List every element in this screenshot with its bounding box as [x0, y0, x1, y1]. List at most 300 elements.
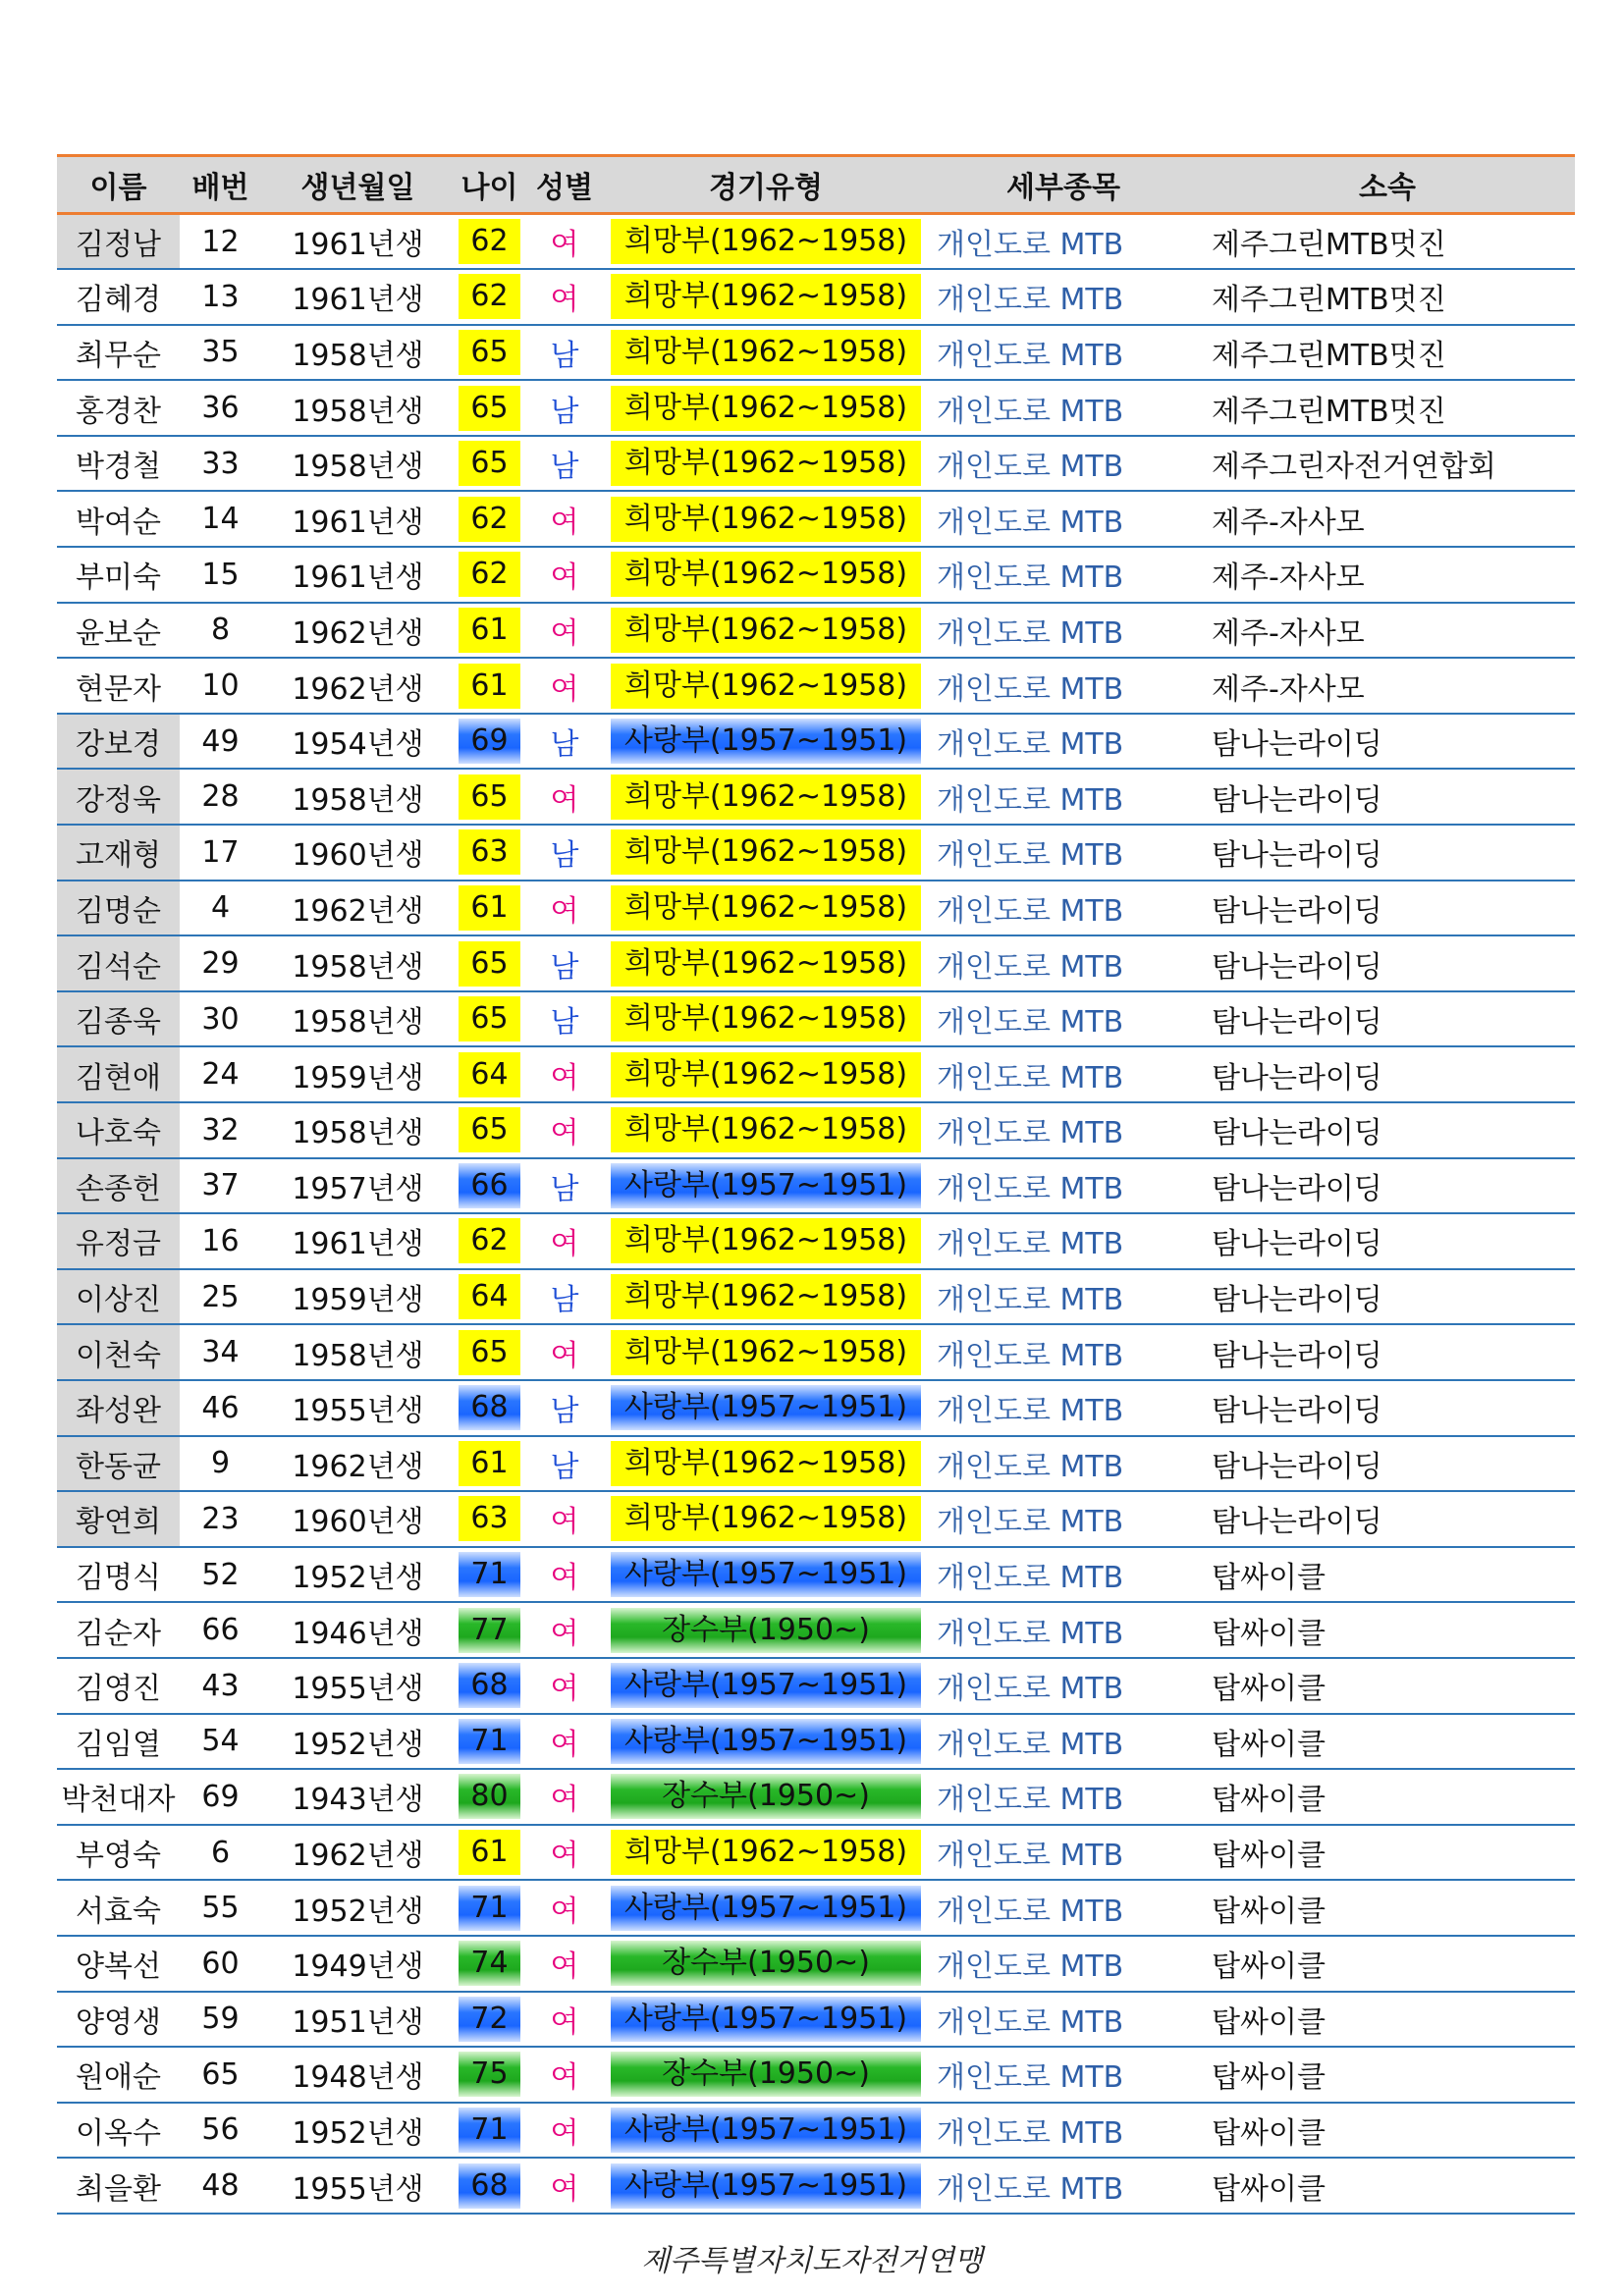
cell-age-value: 65 [459, 330, 520, 375]
cell-team: 탐나는라이딩 [1212, 949, 1382, 985]
cell-bib: 6 [210, 1835, 231, 1870]
cell-division [605, 881, 927, 936]
table-row [57, 1380, 1575, 1436]
cell-event: 개인도로 MTB [937, 615, 1124, 651]
cell-sex: 여 [550, 2115, 579, 2151]
table-row [57, 1491, 1575, 1547]
cell-age [455, 1269, 524, 1325]
cell-event: 개인도로 MTB [937, 1949, 1124, 1985]
table-row [57, 2047, 1575, 2103]
cell-team: 탑싸이클 [1212, 2171, 1326, 2207]
cell-name: 부영숙 [76, 1839, 161, 1874]
cell-team: 탐나는라이딩 [1212, 1005, 1382, 1041]
cell-division [605, 1436, 927, 1492]
cell-event: 개인도로 MTB [937, 782, 1124, 818]
cell-age [455, 1102, 524, 1158]
cell-event: 개인도로 MTB [937, 1672, 1124, 1707]
cell-age-value: 80 [459, 1774, 520, 1819]
cell-name: 유정금 [57, 1213, 180, 1269]
cell-age-value: 74 [459, 1941, 520, 1986]
table-row [57, 380, 1575, 436]
cell-event: 개인도로 MTB [937, 1783, 1124, 1818]
cell-age [455, 1769, 524, 1825]
cell-event: 개인도로 MTB [937, 394, 1124, 429]
cell-division [605, 269, 927, 325]
cell-division-value: 사랑부(1957~1951) [611, 1997, 921, 2042]
table-row [57, 603, 1575, 659]
cell-age [455, 2158, 524, 2214]
cell-division [605, 1769, 927, 1825]
cell-age [455, 935, 524, 991]
cell-name: 윤보순 [76, 615, 161, 651]
cell-birth: 1943년생 [292, 1783, 424, 1818]
cell-age-value: 65 [459, 1107, 520, 1152]
cell-age-value: 71 [459, 2108, 520, 2153]
cell-team: 탑싸이클 [1212, 2115, 1326, 2151]
cell-division-value: 사랑부(1957~1951) [611, 1886, 921, 1931]
cell-age [455, 1491, 524, 1547]
cell-bib: 59 [201, 2002, 240, 2037]
cell-team: 탑싸이클 [1212, 2060, 1326, 2096]
cell-age [455, 325, 524, 381]
cell-age-value: 62 [459, 497, 520, 542]
cell-sex: 여 [550, 1783, 579, 1818]
cell-division-value: 희망부(1962~1958) [611, 1107, 921, 1152]
header-division: 경기유형 [709, 171, 823, 205]
cell-division-value: 희망부(1962~1958) [611, 441, 921, 486]
cell-age-value: 65 [459, 386, 520, 431]
cell-division-value: 장수부(1950~) [611, 1608, 921, 1653]
cell-name: 김순자 [76, 1616, 161, 1651]
cell-age [455, 1380, 524, 1436]
cell-event: 개인도로 MTB [937, 1116, 1124, 1151]
roster-body [57, 214, 1575, 2214]
cell-bib: 30 [201, 1001, 240, 1037]
cell-division-value: 장수부(1950~) [611, 1941, 921, 1986]
cell-sex: 여 [550, 1561, 579, 1596]
cell-birth: 1959년생 [292, 1060, 424, 1095]
cell-name: 강정욱 [57, 769, 180, 825]
cell-sex: 여 [550, 615, 579, 651]
cell-birth: 1958년생 [292, 1005, 424, 1041]
cell-event: 개인도로 MTB [937, 1283, 1124, 1318]
cell-sex: 남 [550, 1449, 579, 1484]
cell-name: 고재형 [57, 825, 180, 881]
cell-sex: 남 [550, 1005, 579, 1041]
cell-age [455, 2047, 524, 2103]
cell-age-value: 65 [459, 996, 520, 1041]
cell-team: 탐나는라이딩 [1212, 1283, 1382, 1318]
cell-age-value: 65 [459, 441, 520, 486]
cell-bib: 55 [201, 1891, 240, 1926]
cell-name: 현문자 [76, 671, 161, 707]
cell-age-value: 63 [459, 1496, 520, 1541]
cell-division [605, 1658, 927, 1714]
cell-age [455, 603, 524, 659]
cell-event: 개인도로 MTB [937, 338, 1124, 373]
cell-event: 개인도로 MTB [937, 1338, 1124, 1373]
cell-birth: 1951년생 [292, 2004, 424, 2040]
roster-sheet [57, 154, 1575, 2215]
header-event: 세부종목 [1006, 171, 1120, 205]
table-row [57, 1547, 1575, 1603]
cell-division-value: 희망부(1962~1958) [611, 386, 921, 431]
cell-age [455, 380, 524, 436]
cell-division [605, 1213, 927, 1269]
cell-name: 서효숙 [76, 1894, 161, 1929]
cell-age-value: 66 [459, 1163, 520, 1208]
cell-division-value: 희망부(1962~1958) [611, 1052, 921, 1097]
cell-name: 양복선 [76, 1949, 161, 1985]
cell-team: 탑싸이클 [1212, 1727, 1326, 1762]
cell-birth: 1949년생 [292, 1949, 424, 1985]
cell-sex: 남 [550, 1283, 579, 1318]
cell-division-value: 사랑부(1957~1951) [611, 2163, 921, 2209]
cell-birth: 1958년생 [292, 1338, 424, 1373]
cell-division-value: 희망부(1962~1958) [611, 1830, 921, 1875]
cell-age [455, 1714, 524, 1770]
cell-division-value: 희망부(1962~1958) [611, 552, 921, 597]
cell-birth: 1958년생 [292, 338, 424, 373]
cell-team: 제주그린MTB멋진 [1212, 228, 1446, 263]
cell-division-value: 사랑부(1957~1951) [611, 1663, 921, 1708]
cell-team: 제주-자사모 [1212, 671, 1365, 707]
table-row [57, 1213, 1575, 1269]
table-row [57, 1046, 1575, 1102]
cell-bib: 32 [201, 1112, 240, 1148]
cell-sex: 여 [550, 1672, 579, 1707]
cell-bib: 66 [201, 1613, 240, 1648]
cell-division [605, 991, 927, 1047]
cell-age-value: 71 [459, 1886, 520, 1931]
cell-division-value: 희망부(1962~1958) [611, 1274, 921, 1319]
cell-birth: 1962년생 [292, 615, 424, 651]
table-row [57, 1269, 1575, 1325]
cell-division [605, 825, 927, 881]
cell-sex: 남 [550, 338, 579, 373]
cell-age [455, 1158, 524, 1214]
cell-team: 탑싸이클 [1212, 2004, 1326, 2040]
cell-bib: 35 [201, 335, 240, 370]
cell-birth: 1962년생 [292, 1449, 424, 1484]
cell-birth: 1958년생 [292, 782, 424, 818]
cell-age [455, 881, 524, 936]
cell-sex: 남 [550, 949, 579, 985]
cell-age-value: 65 [459, 774, 520, 820]
table-row [57, 714, 1575, 770]
cell-sex: 여 [550, 1839, 579, 1874]
cell-age-value: 71 [459, 1719, 520, 1764]
cell-event: 개인도로 MTB [937, 561, 1124, 596]
cell-event: 개인도로 MTB [937, 2115, 1124, 2151]
cell-age-value: 69 [459, 719, 520, 764]
cell-bib: 37 [201, 1168, 240, 1203]
header-birth: 생년월일 [300, 171, 415, 205]
cell-name: 이천숙 [57, 1324, 180, 1380]
cell-event: 개인도로 MTB [937, 1227, 1124, 1262]
cell-sex: 남 [550, 450, 579, 485]
cell-name: 좌성완 [57, 1380, 180, 1436]
cell-birth: 1961년생 [292, 505, 424, 540]
cell-age-value: 77 [459, 1608, 520, 1653]
cell-team: 탐나는라이딩 [1212, 1505, 1382, 1540]
cell-event: 개인도로 MTB [937, 1616, 1124, 1651]
cell-birth: 1958년생 [292, 1116, 424, 1151]
cell-birth: 1952년생 [292, 1561, 424, 1596]
cell-age [455, 1825, 524, 1881]
cell-division [605, 769, 927, 825]
cell-bib: 34 [201, 1335, 240, 1370]
footer-organization: 제주특별자치도자전거연맹 [641, 2244, 983, 2278]
cell-sex: 여 [550, 893, 579, 929]
cell-name: 최무순 [76, 338, 161, 373]
table-row [57, 1880, 1575, 1936]
table-row [57, 1102, 1575, 1158]
cell-age [455, 269, 524, 325]
cell-sex: 여 [550, 1949, 579, 1985]
cell-division [605, 1158, 927, 1214]
cell-birth: 1952년생 [292, 2115, 424, 2151]
cell-name: 김석순 [57, 935, 180, 991]
cell-division [605, 1547, 927, 1603]
cell-bib: 10 [201, 668, 240, 704]
table-row [57, 1714, 1575, 1770]
cell-name: 김종욱 [57, 991, 180, 1047]
cell-division [605, 1046, 927, 1102]
cell-division [605, 714, 927, 770]
cell-sex: 여 [550, 782, 579, 818]
cell-age [455, 1046, 524, 1102]
cell-sex: 남 [550, 394, 579, 429]
cell-division-value: 희망부(1962~1958) [611, 1218, 921, 1263]
table-row [57, 547, 1575, 603]
cell-age-value: 61 [459, 1830, 520, 1875]
cell-division-value: 희망부(1962~1958) [611, 497, 921, 542]
cell-team: 제주-자사모 [1212, 505, 1365, 540]
cell-birth: 1959년생 [292, 1283, 424, 1318]
cell-name: 박경철 [76, 450, 161, 485]
cell-bib: 16 [201, 1223, 240, 1258]
cell-age [455, 436, 524, 492]
cell-age [455, 1602, 524, 1658]
cell-birth: 1961년생 [292, 228, 424, 263]
cell-event: 개인도로 MTB [937, 949, 1124, 985]
cell-event: 개인도로 MTB [937, 505, 1124, 540]
cell-team: 제주그린MTB멋진 [1212, 283, 1446, 318]
cell-sex: 여 [550, 1227, 579, 1262]
cell-division [605, 1936, 927, 1992]
cell-age-value: 62 [459, 274, 520, 319]
cell-event: 개인도로 MTB [937, 1894, 1124, 1929]
cell-sex: 여 [550, 2004, 579, 2040]
header-bib: 배번 [191, 171, 249, 205]
cell-age [455, 1436, 524, 1492]
cell-team: 탐나는라이딩 [1212, 1116, 1382, 1151]
cell-birth: 1955년생 [292, 1394, 424, 1429]
cell-event: 개인도로 MTB [937, 1727, 1124, 1762]
cell-birth: 1962년생 [292, 671, 424, 707]
cell-bib: 12 [201, 224, 240, 259]
cell-team: 탑싸이클 [1212, 1561, 1326, 1596]
cell-division [605, 935, 927, 991]
cell-bib: 29 [201, 946, 240, 982]
cell-division-value: 사랑부(1957~1951) [611, 719, 921, 764]
cell-division [605, 1880, 927, 1936]
cell-sex: 여 [550, 228, 579, 263]
cell-event: 개인도로 MTB [937, 1449, 1124, 1484]
cell-age [455, 769, 524, 825]
cell-sex: 여 [550, 283, 579, 318]
cell-team: 탑싸이클 [1212, 1783, 1326, 1818]
table-row [57, 1436, 1575, 1492]
table-row [57, 436, 1575, 492]
table-row [57, 1992, 1575, 2048]
cell-division-value: 희망부(1962~1958) [611, 330, 921, 375]
cell-bib: 49 [201, 723, 240, 759]
cell-event: 개인도로 MTB [937, 893, 1124, 929]
cell-age-value: 72 [459, 1997, 520, 2042]
cell-name: 손종헌 [57, 1158, 180, 1214]
cell-team: 탐나는라이딩 [1212, 727, 1382, 763]
cell-event: 개인도로 MTB [937, 450, 1124, 485]
cell-sex: 남 [550, 1394, 579, 1429]
cell-birth: 1958년생 [292, 450, 424, 485]
table-row [57, 1602, 1575, 1658]
cell-division [605, 214, 927, 270]
cell-sex: 여 [550, 671, 579, 707]
table-row [57, 1658, 1575, 1714]
cell-age-value: 62 [459, 552, 520, 597]
cell-division [605, 380, 927, 436]
cell-name: 나호숙 [57, 1102, 180, 1158]
cell-division-value: 희망부(1962~1958) [611, 1441, 921, 1486]
cell-event: 개인도로 MTB [937, 1171, 1124, 1206]
table-row [57, 991, 1575, 1047]
cell-division-value: 희망부(1962~1958) [611, 1330, 921, 1375]
cell-sex: 여 [550, 505, 579, 540]
cell-bib: 52 [201, 1557, 240, 1592]
cell-bib: 14 [201, 502, 240, 537]
cell-division-value: 희망부(1962~1958) [611, 885, 921, 931]
cell-name: 김명식 [76, 1561, 161, 1596]
cell-division-value: 희망부(1962~1958) [611, 1496, 921, 1541]
cell-birth: 1961년생 [292, 561, 424, 596]
cell-name: 한동균 [57, 1436, 180, 1492]
cell-division [605, 2158, 927, 2214]
cell-name: 홍경찬 [76, 394, 161, 429]
cell-bib: 15 [201, 557, 240, 592]
cell-team: 탑싸이클 [1212, 1616, 1326, 1651]
cell-event: 개인도로 MTB [937, 2004, 1124, 2040]
cell-team: 탑싸이클 [1212, 1894, 1326, 1929]
cell-birth: 1958년생 [292, 394, 424, 429]
cell-sex: 여 [550, 561, 579, 596]
cell-division-value: 사랑부(1957~1951) [611, 1385, 921, 1430]
cell-name: 최을환 [76, 2171, 161, 2207]
cell-event: 개인도로 MTB [937, 1561, 1124, 1596]
cell-sex: 여 [550, 1616, 579, 1651]
cell-team: 탐나는라이딩 [1212, 1394, 1382, 1429]
cell-event: 개인도로 MTB [937, 671, 1124, 707]
cell-division-value: 사랑부(1957~1951) [611, 1552, 921, 1597]
cell-bib: 8 [210, 613, 231, 648]
cell-birth: 1962년생 [292, 1839, 424, 1874]
cell-age [455, 1658, 524, 1714]
header-age: 나이 [460, 171, 518, 205]
cell-birth: 1962년생 [292, 893, 424, 929]
cell-birth: 1946년생 [292, 1616, 424, 1651]
cell-event: 개인도로 MTB [937, 1839, 1124, 1874]
cell-sex: 여 [550, 1338, 579, 1373]
cell-bib: 46 [201, 1390, 240, 1425]
cell-age-value: 65 [459, 941, 520, 987]
cell-birth: 1955년생 [292, 1672, 424, 1707]
cell-bib: 25 [201, 1279, 240, 1314]
cell-age [455, 1880, 524, 1936]
table-row [57, 825, 1575, 881]
cell-age [455, 991, 524, 1047]
cell-age-value: 68 [459, 2163, 520, 2209]
cell-name: 김명순 [57, 881, 180, 936]
cell-age-value: 61 [459, 1441, 520, 1486]
cell-bib: 36 [201, 391, 240, 426]
cell-name: 김현애 [57, 1046, 180, 1102]
cell-age [455, 1324, 524, 1380]
cell-bib: 17 [201, 834, 240, 870]
table-row [57, 2158, 1575, 2214]
cell-sex: 여 [550, 2171, 579, 2207]
cell-bib: 56 [201, 2112, 240, 2148]
cell-sex: 여 [550, 1727, 579, 1762]
cell-age-value: 64 [459, 1274, 520, 1319]
cell-sex: 여 [550, 1116, 579, 1151]
cell-team: 탑싸이클 [1212, 1949, 1326, 1985]
cell-age-value: 61 [459, 664, 520, 709]
cell-name: 원애순 [76, 2060, 161, 2096]
cell-division-value: 희망부(1962~1958) [611, 829, 921, 875]
cell-division [605, 325, 927, 381]
cell-bib: 28 [201, 779, 240, 815]
table-row [57, 935, 1575, 991]
cell-event: 개인도로 MTB [937, 838, 1124, 874]
cell-event: 개인도로 MTB [937, 283, 1124, 318]
table-row [57, 325, 1575, 381]
cell-team: 탐나는라이딩 [1212, 838, 1382, 874]
cell-division [605, 1491, 927, 1547]
cell-bib: 48 [201, 2168, 240, 2204]
cell-sex: 여 [550, 1060, 579, 1095]
cell-event: 개인도로 MTB [937, 2171, 1124, 2207]
cell-team: 탐나는라이딩 [1212, 893, 1382, 929]
cell-division [605, 2103, 927, 2159]
cell-team: 제주-자사모 [1212, 561, 1365, 596]
cell-division-value: 사랑부(1957~1951) [611, 1163, 921, 1208]
cell-name: 김정남 [57, 214, 180, 270]
cell-birth: 1954년생 [292, 727, 424, 763]
cell-division [605, 547, 927, 603]
header-name: 이름 [89, 171, 147, 205]
cell-bib: 24 [201, 1057, 240, 1093]
cell-event: 개인도로 MTB [937, 1060, 1124, 1095]
cell-age [455, 1213, 524, 1269]
cell-age-value: 68 [459, 1663, 520, 1708]
cell-division [605, 1992, 927, 2048]
cell-team: 탑싸이클 [1212, 1672, 1326, 1707]
cell-bib: 43 [201, 1668, 240, 1703]
cell-age [455, 658, 524, 714]
cell-bib: 60 [201, 1946, 240, 1981]
cell-age [455, 491, 524, 547]
